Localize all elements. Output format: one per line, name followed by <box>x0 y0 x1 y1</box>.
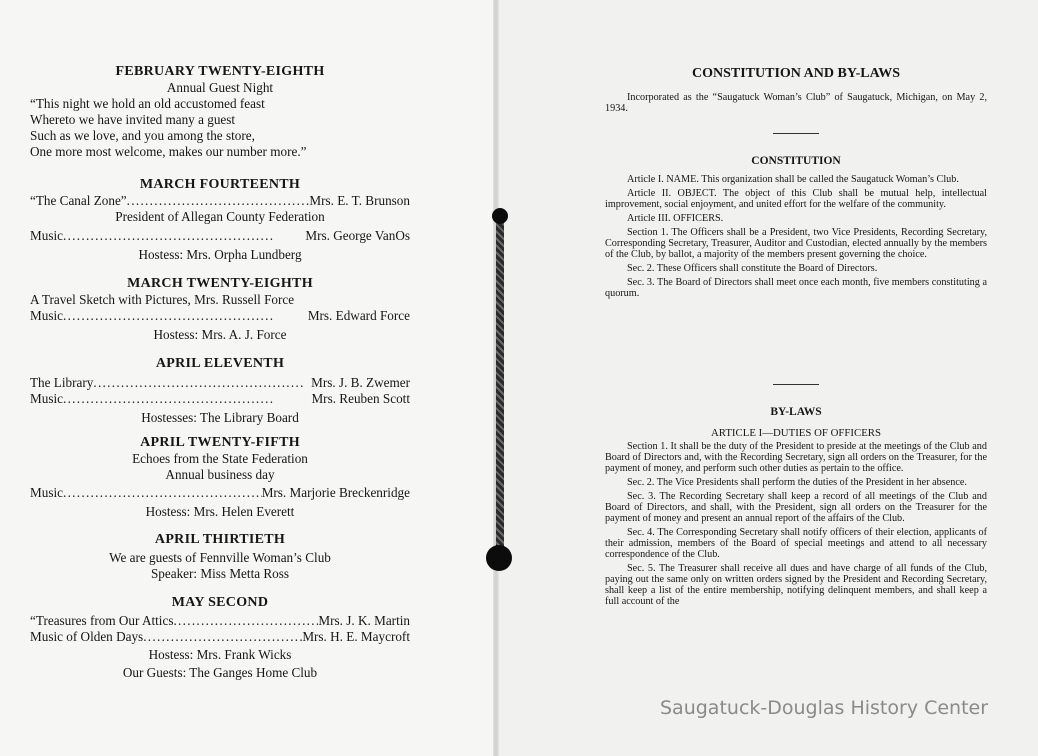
event-heading: MARCH TWENTY-EIGHTH <box>127 276 313 291</box>
article-paragraph: Article III. OFFICERS. <box>627 213 724 224</box>
program-row <box>30 193 410 209</box>
watermark-credit: Saugatuck-Douglas History Center <box>660 697 989 719</box>
divider <box>773 133 819 134</box>
hostess-line: Hostess: Mrs. Orpha Lundberg <box>138 247 302 262</box>
program-may-2 <box>30 595 410 681</box>
poem-line: One more most welcome, makes our number more.” <box>30 144 307 159</box>
poem-line: Whereto we have invited many a guest <box>30 112 236 127</box>
program-row <box>30 391 410 407</box>
event-heading: APRIL TWENTY-FIFTH <box>140 435 300 450</box>
binding-hole-top <box>492 208 508 224</box>
constitution-section <box>605 66 987 114</box>
bylaw-paragraph: Sec. 5. The Treasurer shall receive all dues and have charge of all funds of the Club, paying out the same only on written orders signed by the President and Recording Secretary, shall keep a list of the entire membership, notifying delinquent members, and shall keep a full account of the <box>605 563 987 607</box>
event-line: We are guests of Fennville Woman’s Club <box>109 550 331 565</box>
row-presenter: Mrs. Marjorie Breckenridge <box>261 485 410 500</box>
bylaw-paragraph: Sec. 2. The Vice Presidents shall perform the duties of the President in her absence. <box>627 477 967 488</box>
constitution-body <box>605 156 987 299</box>
section-heading: BY-LAWS <box>770 406 822 418</box>
program-row <box>30 308 410 324</box>
event-heading: APRIL THIRTIETH <box>154 532 286 547</box>
bylaw-paragraph: Sec. 4. The Corresponding Secretary shall notify officers of their election, applicants of their admission, members of the Board of special meetings and attend to all necessary correspondence of the Club. <box>605 527 987 560</box>
binding-hole-bottom <box>486 545 512 571</box>
poem <box>30 96 410 160</box>
event-line: A Travel Sketch with Pictures, Mrs. Russell Force <box>30 292 295 307</box>
event-line: Annual business day <box>165 467 275 482</box>
event-subtitle: Annual Guest Night <box>166 80 274 95</box>
row-presenter: Mrs. E. T. Brunson <box>309 193 410 208</box>
bylaw-paragraph: Sec. 3. The Recording Secretary shall keep a record of all meetings of the Club and Board of Directors, and shall, with the President, sign all orders on the Treasurer for the payment of money and present an annual report of the affairs of the Club. <box>605 491 987 524</box>
event-heading: APRIL ELEVENTH <box>155 356 285 371</box>
program-row <box>30 228 410 244</box>
article-paragraph: Article II. OBJECT. The object of this Club shall be mutual help, intellectual improvement, social enjoyment, and united effort for the welfare of the community. <box>605 188 987 210</box>
event-line: Speaker: Miss Metta Ross <box>150 566 290 581</box>
section-heading: CONSTITUTION <box>751 155 841 167</box>
bylaw-paragraph: Section 1. It shall be the duty of the President to preside at the meetings of the Club and Board of Directors and, with the Recording Secretary, sign all orders on the Treasurer, for the payment of money, and perform such other duties as pertain to the office. <box>605 441 987 474</box>
row-item: “Treasures from Our Attics <box>30 613 174 628</box>
event-line: Echoes from the State Federation <box>132 451 308 466</box>
row-item: Music of Olden Days <box>30 629 144 644</box>
program-row <box>30 629 410 645</box>
program-april-11 <box>30 356 410 426</box>
program-row <box>30 485 410 501</box>
program-march-28 <box>30 276 410 343</box>
program-row <box>30 375 410 391</box>
event-heading: MARCH FOURTEENTH <box>139 177 301 192</box>
section-paragraph: Section 1. The Officers shall be a President, two Vice Presidents, Recording Secretary, Corresponding Secretary, Treasurer, Auditor and Custodian, elected annually by the members of the Club, by ballot, a majority of the members present governing the choice. <box>605 227 987 260</box>
row-presenter: Mrs. Reuben Scott <box>311 391 410 406</box>
program-row <box>30 613 410 629</box>
poem-line: Such as we love, and you among the store, <box>30 128 255 143</box>
row-presenter: Mrs. J. B. Zwemer <box>311 375 410 390</box>
hostess-line: Hostesses: The Library Board <box>141 410 299 425</box>
row-item: Music <box>30 308 63 323</box>
row-presenter: Mrs. J. K. Martin <box>318 613 410 628</box>
binding-cord <box>496 215 504 555</box>
event-heading: FEBRUARY TWENTY-EIGHTH <box>115 64 325 79</box>
event-line: President of Allegan County Federation <box>115 209 325 224</box>
section-paragraph: Sec. 3. The Board of Directors shall meet once each month, five members constituting a quorum. <box>605 277 987 299</box>
bylaws-body <box>605 407 987 607</box>
program-april-25 <box>30 435 410 520</box>
incorporation-note: Incorporated as the “Saugatuck Woman’s Club” of Saugatuck, Michigan, on May 2, 1934. <box>605 92 987 114</box>
hostess-line: Hostess: Mrs. A. J. Force <box>153 327 287 342</box>
poem-line: “This night we hold an old accustomed feast <box>30 96 265 111</box>
divider <box>773 384 819 385</box>
hostess-line: Hostess: Mrs. Frank Wicks <box>148 647 292 662</box>
program-february <box>30 64 410 160</box>
row-presenter: Mrs. H. E. Maycroft <box>302 629 410 644</box>
article-heading: ARTICLE I—DUTIES OF OFFICERS <box>710 427 881 439</box>
guests-line: Our Guests: The Ganges Home Club <box>122 665 318 680</box>
program-april-30 <box>30 532 410 582</box>
row-item: Music <box>30 228 63 243</box>
page-title: CONSTITUTION AND BY-LAWS <box>692 66 900 81</box>
row-presenter: Mrs. George VanOs <box>305 228 410 243</box>
row-presenter: Mrs. Edward Force <box>307 308 410 323</box>
row-item: Music <box>30 485 63 500</box>
section-paragraph: Sec. 2. These Officers shall constitute the Board of Directors. <box>627 263 878 274</box>
hostess-line: Hostess: Mrs. Helen Everett <box>145 504 295 519</box>
event-heading: MAY SECOND <box>171 595 269 610</box>
row-item: The Library <box>30 375 94 390</box>
row-item: “The Canal Zone” <box>30 193 127 208</box>
program-march-14 <box>30 177 410 263</box>
row-item: Music <box>30 391 63 406</box>
article-paragraph: Article I. NAME. This organization shall be called the Saugatuck Woman’s Club. <box>627 174 959 185</box>
